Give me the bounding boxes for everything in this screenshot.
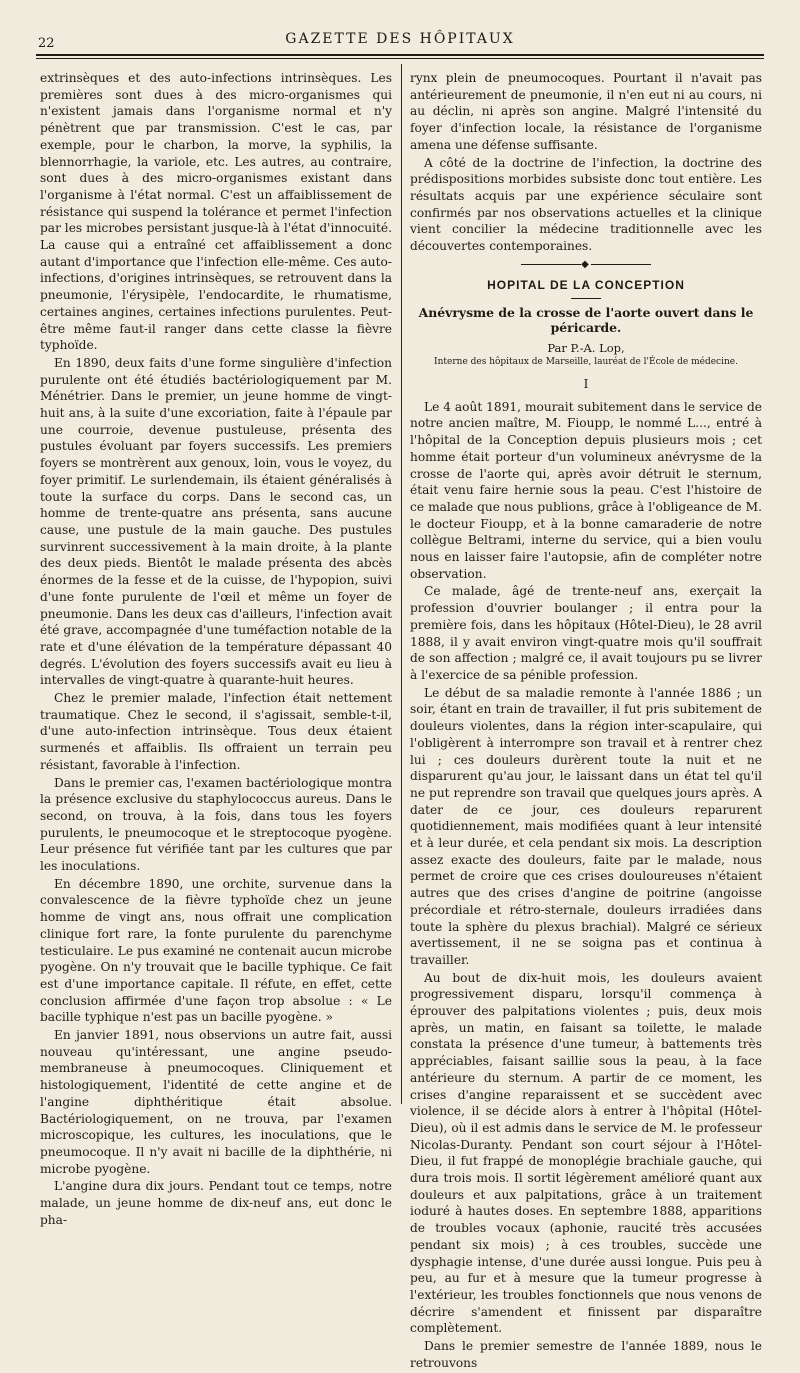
paragraph: En décembre 1890, une orchite, survenue dans la convalescence de la fièvre typhoïde chez un jeune homme de vingt ans, nous offrait une complication clinique fort rare, la fonte purulente du parenchyme testiculaire. Le pus examiné ne contenait aucun microbe pyogène. On n'y trouvait que le bacille typhique. Ce fait est d'une importance capitale. Il réfute, en effet, cette conclusion affirmée d'une façon trop absolue : « Le bacille typhique n'est pas un bacille pyogène. » (40, 876, 392, 1025)
paragraph: En 1890, deux faits d'une forme singulière d'infection purulente ont été étudiés bactériologiquement par M. Ménétrier. Dans le premier, un jeune homme de vingt-huit ans, à la suite d'une excoriation, faite à l'épaule par une courroie, devenue pustuleuse, présenta des pustules évoluant par foyers successifs. Les premiers foyers se montrèrent aux genoux, loin, vous le voyez, du foyer primitif. Le surlendemain, ils étaient généralisés à toute la surface du corps. Dans le second cas, un homme de trente-quatre ans présenta, sans aucune cause, une pustule de la main gauche. Des pustules survinrent successivement à la main droite, à la plante des deux pieds. Bientôt le malade présenta des abcès énormes de la fesse et de la cuisse, de l'hypopion, suivi d'une fonte purulente de l'œil et même un foyer de pneumonie. Dans les deux cas d'ailleurs, l'infection avait été grave, accompagnée d'une tuméfaction notable de la rate et d'une élévation de la température dépassant 40 degrés. L'évolution des foyers successifs avait eu lieu à intervalles de vingt-quatre à quarante-huit heures. (40, 355, 392, 688)
header-rule-thin (36, 58, 764, 59)
section-separator: ◆ (410, 259, 762, 270)
hospital-heading: HOPITAL DE LA CONCEPTION (487, 277, 685, 292)
paragraph: Dans le premier cas, l'examen bactériologique montra la présence exclusive du staphylococcus aureus. Dans le second, on trouva, à la fois, dans tous les foyers purulents, le pneumocoque et le streptocoque pyogène. Leur présence fut vérifiée tant par les cultures que par les inoculations. (40, 775, 392, 874)
paragraph: Le 4 août 1891, mourait subitement dans le service de notre ancien maître, M. Fioupp, le nommé L..., entré à l'hôpital de la Conception depuis plusieurs mois ; cet homme était porteur d'un volumineux anévrysme de la crosse de l'aorte qui, après avoir détruit le sternum, était venu faire hernie sous la peau. C'est l'histoire de ce malade que nous publions, grâce à l'obligeance de M. le docteur Fioupp, et à la bonne camaraderie de notre collègue Beltrami, interne du service, qui a bien voulu nous en laisser faire l'autopsie, afin de compléter notre observation. (410, 399, 762, 581)
paragraph: L'angine dura dix jours. Pendant tout ce temps, notre malade, un jeune homme de dix-neuf ans, eut donc le pha- (40, 1179, 392, 1227)
page-number: 22 (38, 36, 55, 51)
header-rule (36, 54, 764, 56)
right-column (410, 70, 762, 1373)
paragraph: Chez le premier malade, l'infection était nettement traumatique. Chez le second, il s'agissait, semble-t-il, d'une auto-infection intrinsèque. Tous deux étaient surmenés et affaiblis. Ils offraient un terrain peu résistant, favorable à l'infection. (40, 691, 392, 772)
journal-title: GAZETTE DES HÔPITAUX (285, 31, 515, 47)
left-column (40, 70, 392, 1230)
article-byline: Par P.-A. Lop, (547, 340, 625, 355)
paragraph: Ce malade, âgé de trente-neuf ans, exerçait la profession d'ouvrier boulanger ; il entra pour la première fois, dans les hôpitaux (Hôtel-Dieu), le 28 avril 1888, il y avait environ vingt-quatre mois qu'il souffrait de son affection ; malgré ce, il avait toujours pu se livrer à l'exercice de sa pénible profession. (410, 584, 762, 682)
section-number: I (583, 376, 589, 391)
paragraph: Le début de sa maladie remonte à l'année 1886 ; un soir, étant en train de travailler, il fut pris subitement de douleurs violentes, dans la région inter-scapulaire, qui l'obligèrent à interrompre son travail et à rentrer chez lui ; ces douleurs durèrent toute la nuit et ne disparurent qu'au jour, le laissant dans un état tel qu'il ne put reprendre son travail que quelques jours après. A dater de ce jour, ces douleurs reparurent quotidiennement, mais modifiées quant à leur intensité et à leur durée, et cela pendant six mois. La description assez exacte des douleurs, faite par le malade, nous permet de croire que ces crises douloureuses n'étaient autres que des crises d'angine de poitrine (angoisse précordiale et rétro-sternale, douleurs irradiées dans toute la sphère du plexus brachial). Malgré ce sérieux avertissement, il ne se soigna pas et continua à travailler. (410, 685, 762, 967)
article-title: Anévrysme de la crosse de l'aorte ouvert dans le péricarde. (418, 304, 754, 335)
paragraph: En janvier 1891, nous observions un autre fait, aussi nouveau qu'intéressant, une angine pseudo-membraneuse à pneumocoques. Cliniquement et histologiquement, l'identité de cette angine et de l'angine diphthéritique était absolue. Bactériologiquement, on ne trouva, par l'examen microscopique, les cultures, les inoculations, que le pneumocoque. Il n'y avait ni bacille de la diphthérie, ni microbe pyogène. (40, 1028, 392, 1176)
column-divider (401, 64, 402, 1104)
paragraph: extrinsèques et des auto-infections intrinsèques. Les premières sont dues à des micro-organismes qui n'existent jamais dans l'organisme normal et n'y pénètrent que par transmission. C'est le cas, par exemple, pour le charbon, la morve, la syphilis, la blennorrhagie, la variole, etc. Les autres, au contraire, sont dues à des micro-organismes existant dans l'organisme à l'état normal. C'est un affaiblissement de résistance qui suspend la tolérance et permet l'infection par les microbes persistant jusque-là à l'état d'innocuité. La cause qui a entraîné cet affaiblissement a donc autant d'importance que l'infection elle-même. Ces auto-infections, d'origines intrinsèques, se retrouvent dans la pneumonie, l'érysipèle, l'endocardite, le rhumatisme, certaines angines, certaines infections purulentes. Peut-être même faut-il ranger dans cette classe la fièvre typhoïde. (40, 71, 392, 353)
paragraph: Au bout de dix-huit mois, les douleurs avaient progressivement disparu, lorsqu'il commença à éprouver des palpitations violentes ; puis, deux mois après, un matin, en faisant sa toilette, le malade constata la présence d'une tumeur, à battements très appréciables, faisant saillie sous la peau, à la face antérieure du sternum. A partir de ce moment, les crises d'angine reparaissent et se succèdent avec violence, il se décide alors à entrer à l'hôpital (Hôtel-Dieu), où il est admis dans le service de M. le professeur Nicolas-Duranty. Pendant son court séjour à l'Hôtel-Dieu, il fut frappé de monoplégie brachiale gauche, qui dura trois mois. Il sortit légèrement amélioré quant aux douleurs et aux palpitations, grâce à un traitement ioduré à hautes doses. En septembre 1888, apparitions de troubles vocaux (aphonie, raucité très accusées pendant six mois) ; à ces troubles, succède une dysphagie intense, d'une durée aussi longue. Puis peu à peu, au fur et à mesure que la tumeur progresse à l'extérieur, les troubles fonctionnels que nous venons de décrire s'amendent et finissent par disparaître complètement. (410, 970, 762, 1336)
short-rule (571, 298, 601, 299)
paragraph: Dans le premier semestre de l'année 1889, nous le retrouvons (410, 1339, 762, 1370)
author-affiliation: Interne des hôpitaux de Marseille, lauréat de l'École de médecine. (434, 356, 738, 367)
paragraph: A côté de la doctrine de l'infection, la doctrine des prédispositions morbides subsiste donc tout entière. Les résultats acquis par une expérience séculaire sont confirmés par nos observations actuelles et la clinique vient concilier la médecine traditionnelle avec les découvertes contemporaines. (410, 155, 762, 254)
paragraph: rynx plein de pneumocoques. Pourtant il n'avait pas antérieurement de pneumonie, il n'en eut ni au cours, ni au déclin, ni après son angine. Malgré l'intensité du foyer d'infection locale, la résistance de l'organisme amena une défense suffisante. (410, 71, 762, 152)
